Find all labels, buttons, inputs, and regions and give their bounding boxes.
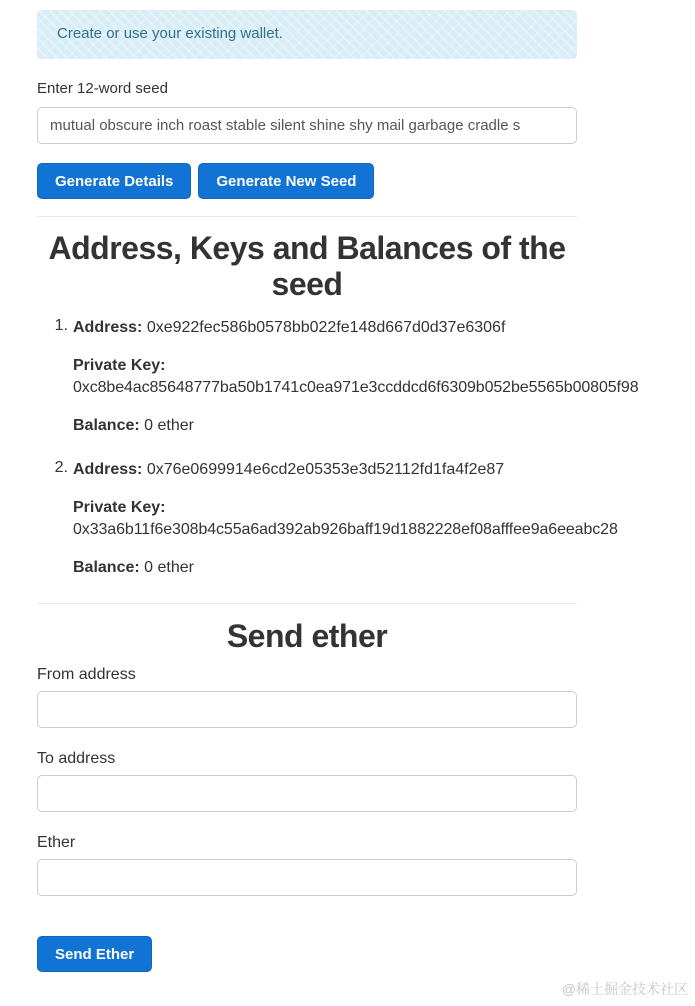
account-details [73, 317, 669, 453]
balance-label: Balance: [73, 559, 140, 576]
account-balance-line [73, 415, 669, 437]
main-content [37, 0, 639, 972]
account-balance-line [73, 557, 669, 579]
divider-top [37, 216, 577, 217]
account-address-line [73, 317, 669, 339]
divider-send [37, 603, 577, 604]
seed-buttons-row [37, 163, 577, 199]
private-key-value: 0xc8be4ac85648777ba50b1741c0ea971e3ccddcd6f6309b052be5565b00805f98 [73, 379, 639, 396]
account-private-key-line [73, 497, 669, 541]
address-label: Address: [73, 461, 143, 478]
private-key-label: Private Key: [73, 357, 166, 374]
to-address-label: To address [37, 750, 116, 767]
balance-value: 0 ether [144, 417, 194, 434]
account-number: 2. [54, 459, 68, 476]
ether-amount-label: Ether [37, 834, 76, 851]
balance-value: 0 ether [144, 559, 194, 576]
account-item [37, 459, 669, 595]
from-address-label: From address [37, 666, 136, 683]
seed-input-label: Enter 12-word seed [37, 80, 168, 97]
to-address-group [37, 750, 577, 812]
address-value: 0x76e0699914e6cd2e05353e3d52112fd1fa4f2e87 [146, 461, 505, 478]
account-item [37, 317, 669, 453]
to-address-input[interactable] [37, 775, 577, 812]
info-banner-text: Create or use your existing wallet. [57, 25, 283, 42]
private-key-value: 0x33a6b11f6e308b4c55a6ad392ab926baff19d1882228ef08afffee9a6eeabc28 [73, 521, 618, 538]
account-address-line [73, 459, 669, 481]
account-number: 1. [54, 317, 68, 334]
account-details [73, 459, 669, 595]
ether-amount-input[interactable] [37, 859, 577, 896]
from-address-input[interactable] [37, 691, 577, 728]
account-private-key-line [73, 355, 669, 399]
send-ether-button[interactable]: Send Ether [37, 936, 152, 972]
generate-new-seed-button[interactable]: Generate New Seed [198, 163, 374, 199]
from-address-group [37, 666, 577, 728]
account-list [37, 317, 669, 595]
generate-details-button[interactable]: Generate Details [37, 163, 191, 199]
ether-amount-group [37, 834, 577, 896]
send-section-title: Send ether [226, 618, 388, 654]
watermark: @稀土掘金技术社区 [561, 981, 688, 997]
accounts-section-title: Address, Keys and Balances of the seed [48, 230, 566, 302]
seed-input[interactable] [37, 107, 577, 144]
info-banner [37, 10, 577, 59]
private-key-label: Private Key: [73, 499, 166, 516]
address-label: Address: [73, 319, 143, 336]
balance-label: Balance: [73, 417, 140, 434]
address-value: 0xe922fec586b0578bb022fe148d667d0d37e6306f [146, 319, 506, 336]
